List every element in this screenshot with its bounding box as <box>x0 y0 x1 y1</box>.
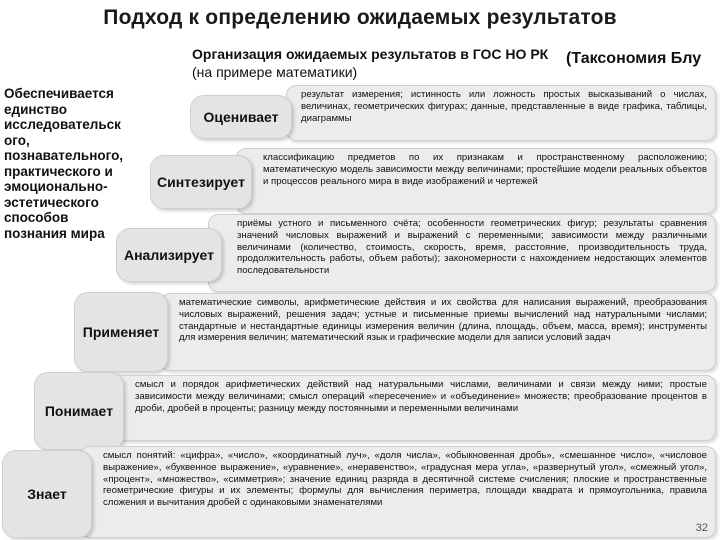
level-analyze-description: приёмы устного и письменного счёта; особенности геометрических фигур; результаты сравнения значений числовых выражений и выражений с переменными; зависимости между различными величинами (количество, стоимость, скорость, время, расстояние, производительность труда, продолжительность работы, объем работы); закономерности с нахождением недостающих элементов последовательности <box>208 214 716 292</box>
level-apply-description: математические символы, арифметические действия и их свойства для написания выражений, преобразования числовых выражений, решения задач; устные и письменные приемы вычислений над натуральными числами; стандартные и нестандартные единицы измерения величин (длина, площадь, объем, масса, время); инструменты для измерения величин; математический язык и графические модели для записи условий задач <box>160 293 716 371</box>
level-label-line: Анализиру <box>123 247 200 263</box>
level-label-line: Синтезируе <box>157 174 239 190</box>
left-description <box>4 86 154 241</box>
left-text-line: ого, <box>4 132 30 148</box>
level-synthesize-label <box>150 155 252 209</box>
left-text-line: способов <box>4 210 69 225</box>
left-text-line: эмоционально- <box>4 179 108 194</box>
page-number: 32 <box>695 522 708 534</box>
level-label-line: Знает <box>27 486 67 502</box>
level-analyze-label <box>116 228 222 282</box>
subtitle-line2: (на примере математики) <box>192 64 358 80</box>
level-understand-description: смысл и порядок арифметических действий над натуральными числами, величинами и связи между ними; простые зависимости между величинами; смысл операций «пересечение» и «объединение» множеств; преобразование процентов в дроби, дробей в проценты; разницу между постоянными и переменными величинами <box>112 375 716 441</box>
level-label-line: ет <box>144 324 160 340</box>
left-text-line: Обеспечивается <box>4 86 114 101</box>
left-text-line: познавательного, <box>4 148 124 163</box>
level-label-line: Применя <box>82 324 145 340</box>
left-text-line: познания мира <box>4 225 105 241</box>
left-text-line: единство <box>4 101 68 117</box>
level-understand-label <box>34 372 124 450</box>
level-know-description: смысл понятий: «цифра», «число», «координатный луч», «доля числа», «обыкновенная дробь», «смешанное число», «числовое выражение», «буквенное выражение», «уравнение», «неравенство», «градусная мера угла», «развернутый угол», «смежный угол», «процент», «множество», «симметрия»; значение единиц разряда в десятичной системе счисления; плоские и пространственные геометрические фигуры и их элементы; формулы для вычисления периметра, площади квадрата и прямоугольника, правила сложения и вычитания дробей с одинаковыми знаменателями <box>80 446 716 538</box>
level-label-line: т <box>106 403 114 419</box>
level-apply-label <box>74 292 168 372</box>
subtitle-line1-extra: (Таксономия Блу <box>566 50 702 67</box>
level-label-line: Оценивает <box>203 109 279 125</box>
slide-title: Подход к определению ожидаемых результатов <box>103 6 617 29</box>
level-label-line: ет <box>199 247 215 263</box>
level-synthesize-description: классификацию предметов по их признакам и пространственному расположению; математическую модель зависимости между величинами; простейшие модели реальных объектов и процессов реального мира в виде изображений и чертежей <box>236 148 716 214</box>
level-label-line: т <box>238 174 245 190</box>
level-evaluate-description: результат измерения; истинность или ложность простых высказываний о числах, величинах, геометрических фигурах; данные, представленные в виде графика, таблицы, диаграммы <box>286 85 716 141</box>
left-text-line: практического и <box>4 163 113 179</box>
subtitle-line1: Организация ожидаемых результатов в ГОС НО РК <box>192 46 549 62</box>
left-text-line: эстетического <box>4 194 99 210</box>
left-text-line: исследовательск <box>4 117 121 132</box>
level-label-line: Понимае <box>44 403 107 419</box>
level-know-label <box>2 450 92 538</box>
level-evaluate-label <box>190 95 292 139</box>
